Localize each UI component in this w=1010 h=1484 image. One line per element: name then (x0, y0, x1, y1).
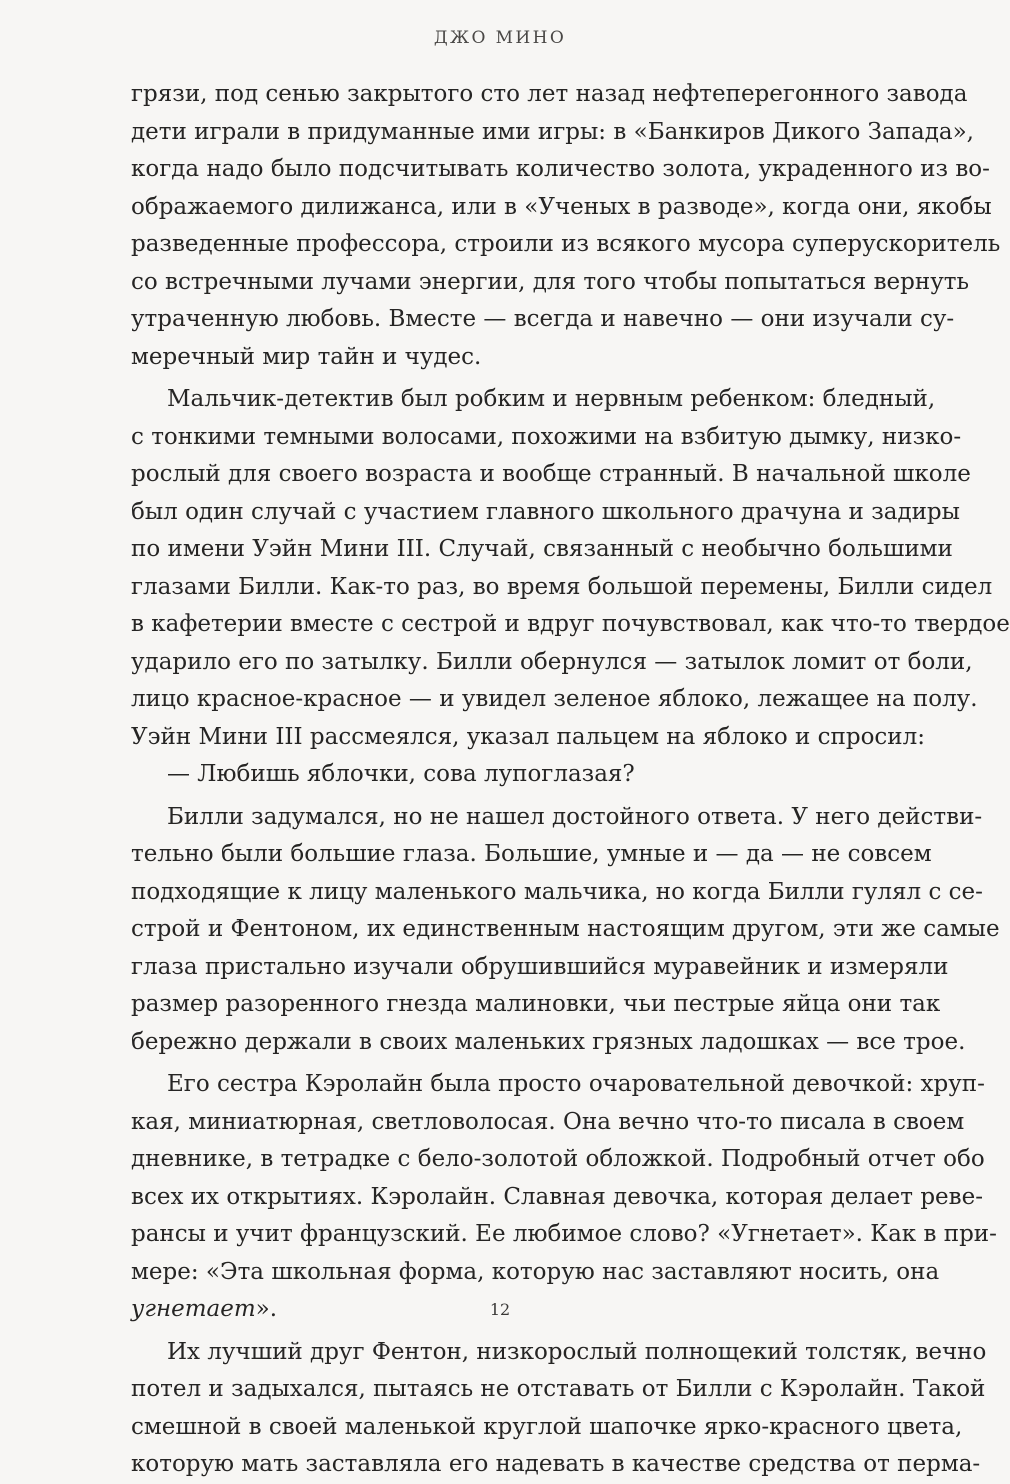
text-line: Билли задумался, но не нашел достойного ответа. У него действи- (167, 803, 983, 830)
page-number: 12 (489, 1300, 511, 1319)
text-line: кая, миниатюрная, светловолосая. Она вечно что-то писала в своем (131, 1108, 965, 1135)
line-end-punctuation: ». (255, 1296, 278, 1322)
text-line: Его сестра Кэролайн была просто очаровательной девочкой: хруп- (167, 1071, 985, 1097)
text-line: глазами Билли. Как-то раз, во время большой перемены, Билли сидел (131, 573, 993, 600)
text-line: тельно были большие глаза. Большие, умные и — да — не совсем (131, 841, 932, 867)
text-line: потел и задыхался, пытаясь не отставать от Билли с Кэролайн. Такой (131, 1376, 986, 1402)
text-line: Их лучший друг Фентон, низкорослый полнощекий толстяк, вечно (167, 1338, 987, 1365)
italic-word: угнетает (131, 1296, 256, 1322)
text-line: строй и Фентоном, их единственным настоящим другом, эти же самые (131, 916, 1000, 942)
text-line: размер разоренного гнезда малиновки, чьи пестрые яйца они так (131, 991, 941, 1017)
body-text (131, 76, 1010, 1484)
text-line: утраченную любовь. Вместе — всегда и навечно — они изучали су- (131, 306, 955, 332)
text-line: подходящие к лицу маленького мальчика, но когда Билли гулял с се- (131, 878, 983, 905)
text-line: в кафетерии вместе с сестрой и вдруг почувствовал, как что-то твердое (131, 611, 1010, 637)
text-line: мере: «Эта школьная форма, которую нас заставляют носить, она (131, 1258, 940, 1285)
text-line: с тонкими темными волосами, похожими на взбитую дымку, низко- (131, 423, 962, 450)
text-line: был один случай с участием главного школьного драчуна и задиры (131, 498, 960, 525)
text-line: дневнике, в тетрадке с бело-золотой обложкой. Подробный отчет обо (131, 1146, 985, 1172)
text-line: грязи, под сенью закрытого сто лет назад нефтеперегонного завода (131, 81, 968, 107)
text-line: рансы и учит французский. Ее любимое слово? «Угнетает». Как в при- (131, 1221, 997, 1247)
text-line: бережно держали в своих маленьких грязных ладошках — все трое. (131, 1028, 966, 1055)
text-line: которую мать заставляла его надевать в качестве средства от перма- (131, 1451, 981, 1477)
text-line: лицо красное-красное — и увидел зеленое яблоко, лежащее на полу. (131, 686, 978, 712)
text-line: когда надо было подсчитывать количество золота, украденного из во- (131, 156, 990, 182)
text-line: Мальчик-детектив был робким и нервным ребенком: бледный, (167, 386, 936, 412)
text-line: всех их открытиях. Кэролайн. Славная девочка, которая делает реве- (131, 1183, 983, 1210)
text-line: со встречными лучами энергии, для того чтобы попытаться вернуть (131, 268, 969, 295)
text-line: ображаемого дилижанса, или в «Ученых в разводе», когда они, якобы (131, 193, 992, 220)
running-head-author: ДЖО МИНО (433, 28, 567, 48)
text-line: по имени Уэйн Мини III. Случай, связанный с необычно большими (131, 536, 953, 562)
text-line: смешной в своей маленькой круглой шапочке ярко-красного цвета, (131, 1413, 963, 1440)
text-line: Уэйн Мини III рассмеялся, указал пальцем на яблоко и спросил: (131, 723, 925, 750)
text-line: меречный мир тайн и чудес. (131, 343, 482, 370)
text-line: разведенные профессора, строили из всякого мусора суперускоритель (131, 231, 1001, 257)
text-line: дети играли в придуманные ими игры: в «Банкиров Дикого Запада», (131, 118, 974, 145)
text-line: — Любишь яблочки, сова лупоглазая? (167, 761, 635, 787)
text-line: рослый для своего возраста и вообще странный. В начальной школе (131, 461, 971, 487)
text-line: глаза пристально изучали обрушившийся муравейник и измеряли (131, 953, 949, 980)
text-line: ударило его по затылку. Билли обернулся — затылок ломит от боли, (131, 648, 973, 675)
